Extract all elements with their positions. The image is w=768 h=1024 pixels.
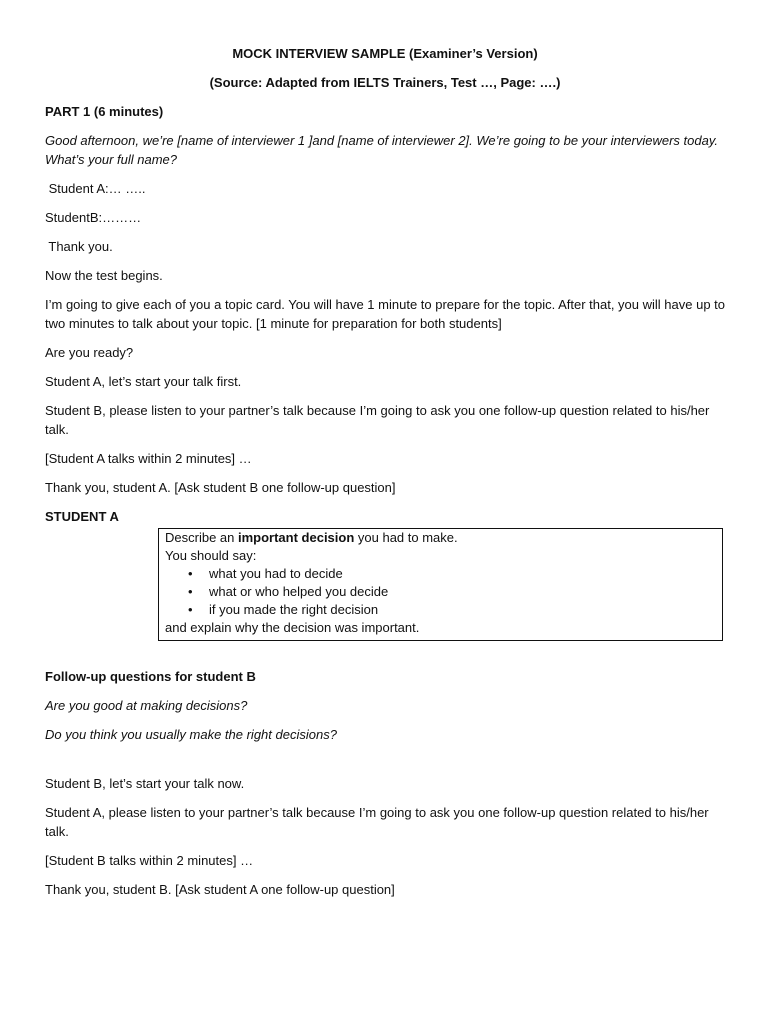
greeting-text: Good afternoon, we’re [name of interviewer 1 ]and [name of interviewer 2]. We’re going to be your interviewers today. What’s your full name? <box>45 133 718 167</box>
listen-student-b-line: Student B, please listen to your partner’s talk because I’m going to ask you one follow-up question related to his/her talk. <box>45 403 710 437</box>
topic-card-explain: and explain why the decision was important. <box>165 620 420 635</box>
thank-you-line: Thank you. <box>45 239 113 254</box>
bullet-icon: • <box>188 566 193 581</box>
topic-card-intro <box>165 529 716 547</box>
topic-intro-after: you had to make. <box>354 530 458 545</box>
bullet-icon: • <box>188 602 193 617</box>
start-student-a-line: Student A, let’s start your talk first. <box>45 374 242 389</box>
bullet-text: what or who helped you decide <box>209 584 389 599</box>
ready-question: Are you ready? <box>45 345 134 360</box>
topic-card-instructions: I’m going to give each of you a topic card. You will have 1 minute to prepare for the topic. After that, you will have up to two minutes to talk about your topic. [1 minute for preparation for both students] <box>45 297 726 331</box>
start-student-b-line: Student B, let’s start your talk now. <box>45 776 245 791</box>
document-title: MOCK INTERVIEW SAMPLE (Examiner’s Version) <box>232 46 538 61</box>
bullet-text: if you made the right decision <box>209 602 379 617</box>
part1-heading: PART 1 (6 minutes) <box>45 104 164 119</box>
topic-intro-before: Describe an <box>165 530 238 545</box>
list-item <box>188 583 716 601</box>
topic-card-should-say: You should say: <box>165 548 257 563</box>
list-item <box>188 601 716 619</box>
listen-student-a-line: Student A, please listen to your partner’s talk because I’m going to ask you one follow-up question related to his/her talk. <box>45 805 709 839</box>
followup-b-question-1: Are you good at making decisions? <box>45 698 248 713</box>
topic-card-bullets <box>165 565 716 619</box>
student-b-name-line: StudentB:……… <box>45 210 142 225</box>
thank-student-a-line: Thank you, student A. [Ask student B one follow-up question] <box>45 480 396 495</box>
followup-b-question-2: Do you think you usually make the right decisions? <box>45 727 337 742</box>
student-a-talks-line: [Student A talks within 2 minutes] … <box>45 451 252 466</box>
list-item <box>188 565 716 583</box>
student-a-name-line: Student A:… ….. <box>45 181 146 196</box>
bullet-text: what you had to decide <box>209 566 343 581</box>
student-a-heading: STUDENT A <box>45 509 119 524</box>
topic-intro-bold: important decision <box>237 530 355 545</box>
followup-b-heading: Follow-up questions for student B <box>45 669 256 684</box>
document-page <box>45 44 725 909</box>
test-begins-line: Now the test begins. <box>45 268 163 283</box>
topic-card <box>158 528 723 641</box>
student-b-talks-line: [Student B talks within 2 minutes] … <box>45 853 254 868</box>
bullet-icon: • <box>188 584 193 599</box>
source-line: (Source: Adapted from IELTS Trainers, Test …, Page: ….) <box>209 75 561 90</box>
thank-student-b-line: Thank you, student B. [Ask student A one follow-up question] <box>45 882 395 897</box>
